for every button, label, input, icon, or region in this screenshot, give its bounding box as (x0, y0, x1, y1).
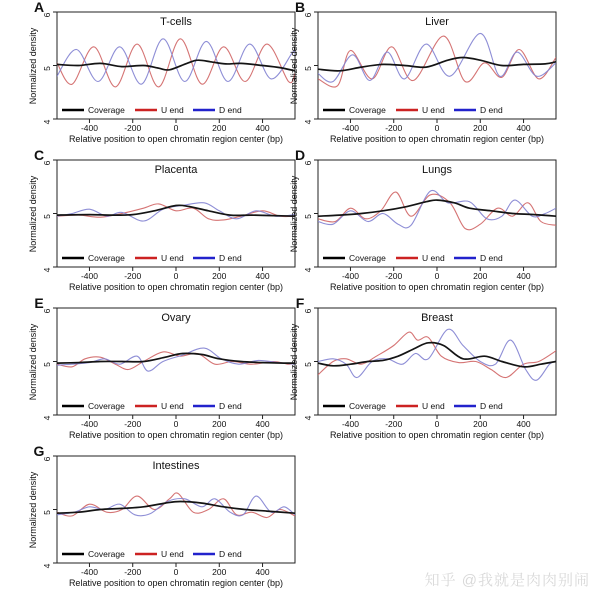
legend-label-coverage: Coverage (88, 105, 125, 115)
panel-letter: C (33, 148, 45, 163)
x-tick-label: 0 (173, 271, 179, 281)
x-tick-label: 0 (173, 567, 179, 577)
x-axis-label: Relative position to open chromatin region center (bp) (68, 134, 284, 144)
legend-label-d_end: D end (219, 253, 242, 263)
x-axis-label: Relative position to open chromatin region center (bp) (329, 134, 545, 144)
x-tick-label: -400 (80, 271, 98, 281)
curve-u_end (57, 493, 295, 518)
legend-label-coverage: Coverage (88, 253, 125, 263)
x-tick-label: -200 (124, 567, 142, 577)
x-tick-label: -200 (385, 419, 403, 429)
panel-plot (261, 296, 561, 444)
curve-d_end (57, 496, 295, 516)
legend-label-u_end: U end (422, 105, 445, 115)
legend-label-u_end: U end (161, 401, 184, 411)
y-tick-label: 6 (42, 456, 52, 462)
curve-u_end (318, 332, 556, 378)
y-tick-label: 5 (42, 510, 52, 515)
y-tick-label: 5 (303, 362, 313, 367)
y-axis-label: Normalized density (28, 175, 38, 253)
legend-label-coverage: Coverage (88, 549, 125, 559)
panel-title: Intestines (152, 460, 200, 472)
x-tick-label: -200 (124, 123, 142, 133)
x-axis-label: Relative position to open chromatin region center (bp) (68, 282, 284, 292)
y-tick-label: 5 (42, 362, 52, 367)
x-axis-label: Relative position to open chromatin region center (bp) (68, 430, 284, 440)
y-tick-label: 6 (303, 160, 313, 166)
x-tick-label: 200 (212, 271, 227, 281)
y-tick-label: 4 (42, 415, 52, 421)
y-axis-label: Normalized density (289, 323, 299, 401)
x-axis-label: Relative position to open chromatin region center (bp) (68, 578, 284, 588)
curve-u_end (318, 192, 556, 230)
x-tick-label: -200 (385, 123, 403, 133)
y-axis-label: Normalized density (28, 27, 38, 105)
x-tick-label: 0 (434, 123, 440, 133)
y-tick-label: 4 (42, 563, 52, 569)
legend-label-u_end: U end (422, 401, 445, 411)
panel-title: Placenta (154, 164, 198, 176)
panel-title: Liver (425, 16, 449, 28)
x-axis-label: Relative position to open chromatin region center (bp) (329, 282, 545, 292)
axes-box (57, 456, 295, 563)
x-tick-label: -400 (341, 419, 359, 429)
curve-d_end (57, 348, 295, 371)
panel-f (261, 296, 561, 444)
legend-label-coverage: Coverage (349, 401, 386, 411)
x-tick-label: 200 (473, 123, 488, 133)
panel-plot (0, 444, 300, 592)
legend-label-coverage: Coverage (349, 253, 386, 263)
axes-box (318, 12, 556, 119)
panel-letter: E (34, 296, 44, 311)
panel-letter: F (295, 296, 305, 311)
legend-label-d_end: D end (480, 105, 503, 115)
panel-plot (261, 148, 561, 296)
x-tick-label: -200 (124, 271, 142, 281)
y-tick-label: 6 (303, 12, 313, 18)
panel-a (0, 0, 300, 148)
x-tick-label: -200 (385, 271, 403, 281)
x-axis-label: Relative position to open chromatin region center (bp) (329, 430, 545, 440)
x-tick-label: 400 (255, 123, 270, 133)
x-tick-label: 400 (255, 567, 270, 577)
y-tick-label: 6 (303, 308, 313, 314)
panel-title: Lungs (422, 164, 452, 176)
y-tick-label: 6 (42, 160, 52, 166)
curve-d_end (318, 329, 556, 380)
x-tick-label: -200 (124, 419, 142, 429)
panel-letter: G (33, 444, 45, 459)
x-tick-label: -400 (341, 123, 359, 133)
panel-title: T-cells (160, 16, 192, 28)
x-tick-label: -400 (341, 271, 359, 281)
x-tick-label: 400 (516, 271, 531, 281)
panel-title: Breast (421, 312, 453, 324)
y-tick-label: 4 (303, 415, 313, 421)
panel-letter: D (294, 148, 306, 163)
y-axis-label: Normalized density (28, 323, 38, 401)
x-tick-label: -400 (80, 419, 98, 429)
x-tick-label: 200 (212, 123, 227, 133)
legend-label-d_end: D end (219, 105, 242, 115)
legend-label-d_end: D end (480, 253, 503, 263)
y-tick-label: 6 (42, 308, 52, 314)
y-tick-label: 4 (42, 119, 52, 125)
y-tick-label: 6 (42, 12, 52, 18)
panel-plot (0, 296, 300, 444)
curve-d_end (57, 39, 295, 84)
panel-e (0, 296, 300, 444)
y-tick-label: 4 (303, 267, 313, 273)
y-tick-label: 5 (303, 214, 313, 219)
curve-u_end (57, 39, 295, 87)
x-tick-label: -400 (80, 567, 98, 577)
x-tick-label: 200 (212, 419, 227, 429)
y-tick-label: 4 (303, 119, 313, 125)
legend-label-u_end: U end (422, 253, 445, 263)
panel-c (0, 148, 300, 296)
y-axis-label: Normalized density (289, 27, 299, 105)
y-axis-label: Normalized density (28, 471, 38, 549)
legend-label-u_end: U end (161, 549, 184, 559)
legend-label-d_end: D end (480, 401, 503, 411)
x-tick-label: 400 (516, 123, 531, 133)
y-tick-label: 4 (42, 267, 52, 273)
x-tick-label: 0 (173, 419, 179, 429)
legend-label-u_end: U end (161, 253, 184, 263)
x-tick-label: 400 (255, 419, 270, 429)
x-tick-label: 200 (473, 271, 488, 281)
curve-coverage (57, 353, 295, 363)
x-tick-label: 400 (255, 271, 270, 281)
y-tick-label: 5 (303, 66, 313, 71)
panel-d (261, 148, 561, 296)
panel-plot (0, 148, 300, 296)
y-tick-label: 5 (42, 66, 52, 71)
x-tick-label: 0 (434, 419, 440, 429)
panel-title: Ovary (161, 312, 191, 324)
x-tick-label: 400 (516, 419, 531, 429)
legend-label-u_end: U end (161, 105, 184, 115)
x-tick-label: 200 (212, 567, 227, 577)
x-tick-label: 0 (434, 271, 440, 281)
panel-letter: B (294, 0, 306, 15)
axes-box (57, 160, 295, 267)
panel-g (0, 444, 300, 592)
x-tick-label: 200 (473, 419, 488, 429)
watermark: 知乎 @我就是肉肉别闹 (424, 572, 590, 589)
panel-plot (261, 0, 561, 148)
curve-u_end (318, 36, 556, 87)
panel-letter: A (33, 0, 45, 15)
x-tick-label: -400 (80, 123, 98, 133)
legend-label-d_end: D end (219, 401, 242, 411)
y-tick-label: 5 (42, 214, 52, 219)
panel-plot (0, 0, 300, 148)
legend-label-coverage: Coverage (88, 401, 125, 411)
legend-label-d_end: D end (219, 549, 242, 559)
y-axis-label: Normalized density (289, 175, 299, 253)
x-tick-label: 0 (173, 123, 179, 133)
panel-b (261, 0, 561, 148)
legend-label-coverage: Coverage (349, 105, 386, 115)
